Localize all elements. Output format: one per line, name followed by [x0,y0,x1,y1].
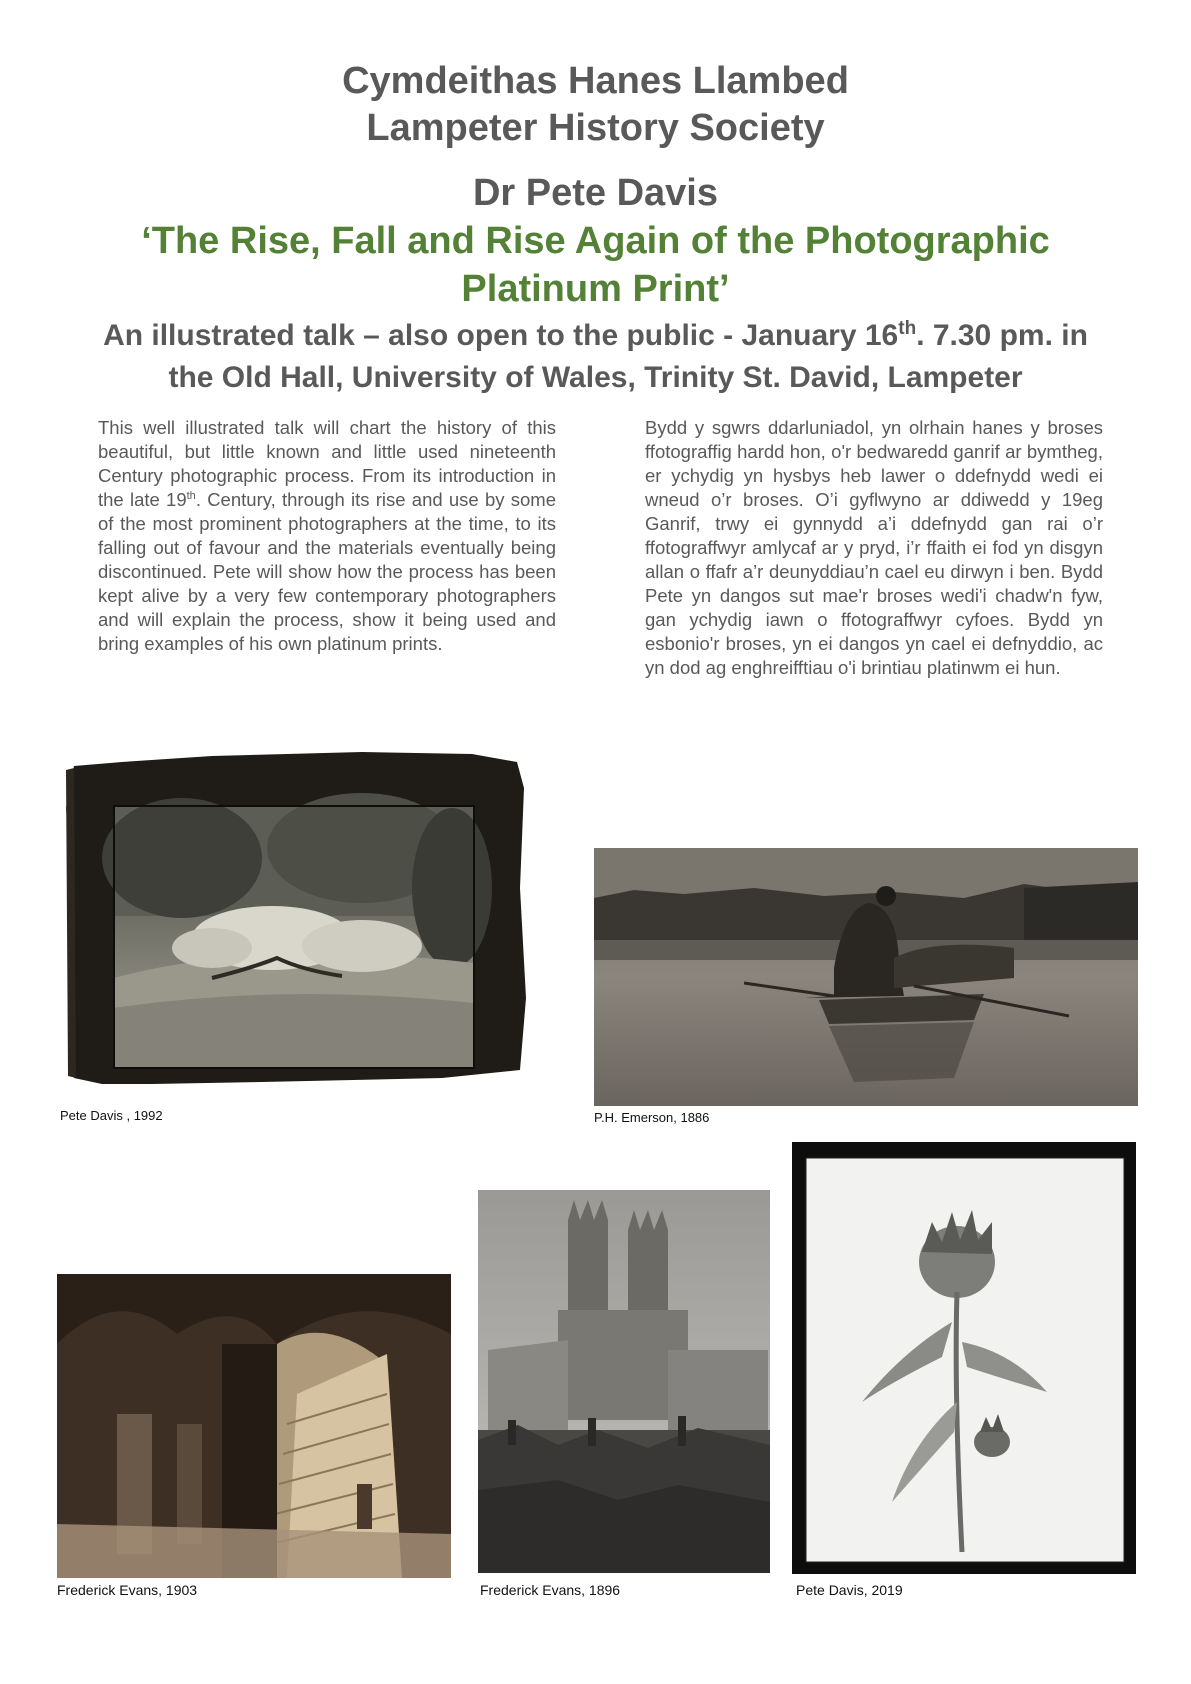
caption-boat-photo: P.H. Emerson, 1886 [594,1110,710,1125]
society-name-welsh: Cymdeithas Hanes Llambed [342,60,849,102]
english-text-part2: . Century, through its rise and use by some of the most prominent photographers at the time, to its falling out of favour and the materials eventually being discontinued. Pete will show how the process has been kept alive by a very few contemporary photographers and will explain the process, show it being used and bring examples of his own platinum prints. [98,489,556,654]
society-name-english: Lampeter History Society [366,107,825,149]
caption-artichoke-photo: Pete Davis, 2019 [796,1582,903,1598]
ordinal-suffix: th [898,318,917,339]
tree-landscape-image [62,748,530,1088]
artichoke-image [792,1142,1136,1574]
boat-reeds-image [594,848,1138,1106]
english-description [98,416,556,656]
photo-cathedral [478,1190,770,1573]
event-details-line1 [0,317,1191,355]
caption-crypt-photo: Frederick Evans, 1903 [57,1582,198,1598]
caption-cathedral-photo: Frederick Evans, 1896 [480,1582,621,1598]
speaker-name: Dr Pete Davis [472,172,718,214]
event-details-time: . 7.30 pm. in [916,319,1088,352]
photo-boat-reeds [594,848,1138,1106]
welsh-description: Bydd y sgwrs ddarluniadol, yn olrhain hanes y broses ffotograffig hardd hon, o'r bedwaredd ganrif ar bymtheg, er ychydig yn hysbys heb lawer o ddefnydd wedi ei wneud o’r broses. O’i gyflwyno ar ddiwedd y 19eg Ganrif, trwy ei gynnydd a’i ddefnydd gan rai o’r ffotograffwyr amlycaf ar y pryd, i’r ffaith ei fod yn disgyn allan o ffafr a’r deunyddiau’n cael eu dirwyn i ben. Bydd Pete yn dangos sut mae'r broses wedi'i chadw'n fyw, gan ychydig iawn o ffotograffwyr cyfoes. Bydd yn esbonio'r broses, yn ei dangos yn cael ei defnyddio, ac yn dod ag enghreifftiau o'i brintiau platinwm ei hun. [645,417,1103,678]
english-text-part1: This well illustrated talk will chart the history of this beautiful, but little known and little used nineteenth Century photographic process. From its introduction in the late 19 [98,417,556,510]
poster-header [0,58,1191,397]
crypt-stairs-image [57,1274,451,1578]
photo-tree-landscape [62,748,530,1088]
cathedral-image [478,1190,770,1573]
talk-title-line1: ‘The Rise, Fall and Rise Again of the Photographic [141,220,1050,262]
photo-artichoke [792,1142,1136,1574]
event-details-line2: the Old Hall, University of Wales, Trinity St. David, Lampeter [168,361,1023,394]
ordinal-suffix: th [186,490,196,502]
photo-crypt-stairs [57,1274,451,1578]
event-details-text: An illustrated talk – also open to the public - January 16 [103,319,899,352]
talk-title-line2: Platinum Print’ [461,268,730,310]
caption-tree-photo: Pete Davis , 1992 [60,1108,163,1123]
